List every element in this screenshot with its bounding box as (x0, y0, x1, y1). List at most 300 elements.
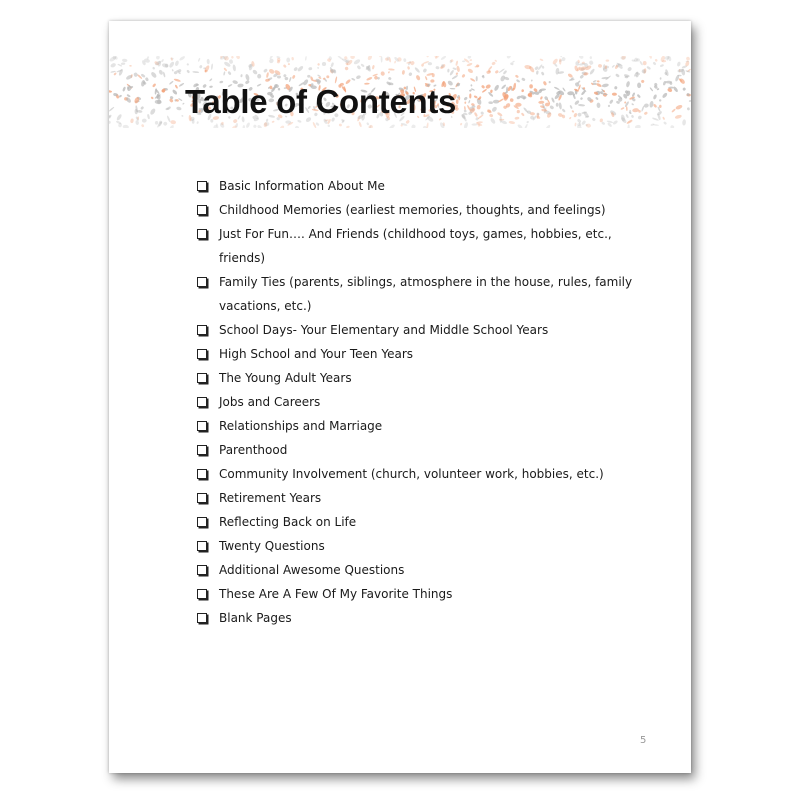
banner-dot (149, 108, 156, 116)
banner-dot (305, 56, 307, 61)
banner-dot (118, 68, 124, 76)
banner-dot (598, 64, 603, 68)
banner-dot (344, 66, 348, 70)
checkbox-icon (197, 373, 207, 383)
banner-dot (150, 96, 154, 99)
banner-dot (606, 59, 610, 61)
banner-dot (498, 98, 504, 103)
page-title: Table of Contents (185, 83, 457, 120)
toc-item (197, 366, 657, 390)
banner-dot (569, 117, 572, 120)
banner-dot (172, 89, 178, 95)
banner-dot (113, 72, 117, 76)
banner-dot (516, 110, 520, 114)
banner-dot (175, 99, 179, 102)
banner-dot (635, 124, 641, 128)
banner-dot (317, 67, 319, 69)
banner-dot (649, 56, 653, 59)
banner-dot (485, 84, 491, 90)
banner-dot (580, 97, 584, 101)
banner-dot (602, 83, 610, 88)
toc-item (197, 270, 657, 318)
banner-dot (163, 72, 166, 78)
banner-dot (469, 89, 472, 92)
banner-dot (366, 76, 373, 81)
checkbox-icon (197, 397, 207, 407)
banner-dot (641, 79, 645, 83)
banner-dot (687, 107, 690, 110)
banner-dot (268, 58, 274, 64)
banner-dot (596, 83, 602, 88)
banner-dot (627, 66, 633, 72)
banner-dot (126, 94, 130, 98)
toc-item-label: School Days- Your Elementary and Middle School Years (219, 323, 549, 337)
banner-dot (388, 68, 395, 71)
banner-dot (653, 103, 658, 108)
banner-dot (578, 56, 584, 60)
banner-dot (403, 58, 406, 62)
banner-dot (469, 59, 472, 61)
banner-dot (573, 112, 578, 117)
banner-dot (257, 74, 261, 79)
banner-dot (612, 120, 618, 126)
banner-dot (451, 74, 458, 79)
banner-dot (123, 125, 130, 128)
checkbox-icon (197, 421, 207, 431)
banner-dot (227, 71, 231, 76)
toc-item (197, 462, 657, 486)
banner-dot (463, 96, 468, 101)
banner-dot (122, 58, 128, 62)
banner-dot (170, 120, 176, 125)
banner-dot (652, 61, 656, 65)
banner-dot (330, 62, 334, 67)
banner-dot (467, 56, 472, 59)
banner-dot (689, 100, 691, 102)
banner-dot (597, 80, 600, 82)
banner-dot (268, 68, 275, 75)
banner-dot (452, 67, 457, 70)
banner-dot (198, 58, 201, 62)
banner-dot (551, 97, 555, 103)
banner-dot (293, 66, 298, 71)
toc-item (197, 486, 657, 510)
banner-dot (569, 105, 573, 109)
banner-dot (223, 71, 225, 75)
banner-dot (494, 59, 497, 62)
banner-dot (526, 121, 529, 124)
banner-dot (510, 62, 514, 66)
banner-dot (611, 64, 615, 68)
banner-dot (538, 101, 544, 104)
toc-item-label: Relationships and Marriage (219, 419, 383, 433)
banner-dot (521, 112, 525, 116)
banner-dot (116, 113, 123, 121)
banner-dot (650, 123, 654, 126)
toc-item-label: High School and Your Teen Years (219, 347, 414, 361)
banner-dot (232, 64, 236, 71)
banner-dot (122, 86, 126, 92)
toc-item-label: Childhood Memories (earliest memories, thoughts, and feelings) (219, 203, 606, 217)
banner-dot (524, 123, 528, 128)
toc-item-label: Blank Pages (219, 611, 292, 625)
banner-dot (455, 60, 458, 66)
banner-dot (641, 105, 645, 112)
banner-dot (326, 75, 329, 78)
banner-dot (207, 59, 210, 65)
banner-dot (152, 83, 157, 88)
banner-dot (379, 56, 381, 57)
banner-dot (381, 56, 383, 63)
banner-dot (559, 58, 562, 64)
banner-dot (356, 75, 362, 80)
banner-dot (682, 119, 686, 126)
banner-dot (562, 87, 566, 92)
banner-dot (394, 61, 396, 64)
banner-dot (577, 112, 582, 117)
banner-dot (671, 108, 676, 113)
banner-dot (682, 87, 686, 91)
banner-dot (263, 68, 268, 73)
banner-dot (407, 66, 410, 70)
banner-dot (477, 114, 484, 119)
banner-dot (110, 62, 117, 68)
banner-dot (627, 124, 630, 128)
banner-dot (662, 92, 669, 99)
banner-dot (171, 69, 174, 72)
banner-dot (366, 122, 369, 126)
banner-dot (109, 106, 115, 112)
banner-dot (548, 81, 550, 83)
banner-dot (435, 66, 439, 70)
banner-dot (360, 63, 364, 67)
banner-dot (135, 120, 139, 125)
toc-item-label: Twenty Questions (219, 539, 325, 553)
banner-dot (516, 79, 521, 83)
banner-dot (169, 98, 174, 103)
banner-dot (545, 124, 552, 128)
banner-dot (372, 65, 375, 70)
toc-item (197, 222, 657, 270)
banner-dot (646, 66, 651, 70)
banner-dot (350, 56, 355, 59)
toc-item (197, 342, 657, 366)
banner-dot (676, 61, 681, 67)
banner-dot (509, 121, 516, 125)
banner-dot (283, 64, 287, 68)
banner-dot (554, 86, 560, 90)
banner-dot (456, 65, 460, 72)
document-page (109, 21, 691, 773)
checkbox-icon (197, 349, 207, 359)
banner-dot (558, 102, 562, 110)
banner-dot (266, 72, 269, 78)
banner-dot (291, 57, 294, 61)
banner-dot (279, 125, 285, 128)
banner-dot (178, 82, 184, 87)
banner-dot (315, 122, 320, 126)
banner-dot (560, 56, 562, 57)
banner-dot (456, 99, 459, 104)
banner-dot (168, 61, 175, 68)
banner-dot (351, 78, 356, 82)
banner-dot (192, 71, 199, 73)
toc-item-label: Jobs and Careers (219, 395, 321, 409)
toc-item-label: The Young Adult Years (219, 371, 352, 385)
banner-dot (510, 98, 514, 102)
banner-dot (506, 56, 512, 59)
banner-dot (571, 110, 574, 113)
banner-dot (240, 74, 242, 77)
banner-dot (620, 107, 624, 110)
banner-dot (673, 86, 679, 93)
banner-dot (223, 67, 227, 71)
banner-dot (674, 114, 682, 119)
banner-dot (501, 84, 507, 90)
banner-dot (514, 116, 519, 119)
banner-dot (495, 70, 500, 74)
checkbox-icon (197, 517, 207, 527)
banner-dot (670, 125, 675, 128)
banner-dot (521, 89, 524, 92)
banner-dot (549, 105, 554, 110)
banner-dot (469, 93, 471, 98)
banner-dot (150, 71, 157, 79)
banner-dot (660, 64, 665, 68)
banner-dot (556, 103, 559, 107)
banner-dot (615, 73, 620, 78)
banner-dot (595, 97, 599, 101)
banner-dot (297, 65, 304, 72)
checkbox-icon (197, 277, 207, 287)
banner-dot (643, 61, 647, 65)
banner-dot (629, 110, 631, 114)
banner-dot (659, 105, 662, 108)
banner-dot (252, 69, 258, 75)
banner-dot (245, 74, 250, 81)
banner-dot (596, 102, 600, 108)
toc-item (197, 174, 657, 198)
banner-dot (229, 59, 234, 64)
banner-dot (174, 60, 179, 66)
banner-dot (686, 56, 691, 61)
banner-dot (353, 58, 361, 65)
toc-item (197, 318, 657, 342)
banner-dot (130, 118, 134, 123)
banner-dot (186, 63, 189, 66)
banner-dot (463, 122, 468, 128)
banner-dot (155, 121, 159, 125)
banner-dot (644, 111, 649, 115)
banner-dot (480, 111, 484, 115)
toc-item-label: Additional Awesome Questions (219, 563, 405, 577)
banner-dot (292, 75, 296, 80)
banner-dot (411, 124, 416, 128)
toc-item-label: Family Ties (parents, siblings, atmosphere in the house, rules, family vacations, etc.) (219, 275, 633, 313)
banner-dot (158, 69, 164, 75)
banner-dot (631, 103, 634, 106)
banner-dot (422, 68, 427, 73)
banner-dot (346, 125, 350, 128)
banner-dot (662, 116, 665, 120)
page-number: 5 (640, 735, 647, 746)
banner-dot (236, 56, 241, 60)
banner-dot (388, 71, 390, 74)
banner-dot (174, 78, 182, 82)
banner-dot (461, 74, 465, 79)
banner-dot (428, 62, 432, 65)
toc-item (197, 414, 657, 438)
banner-dot (516, 95, 521, 100)
banner-dot (422, 125, 427, 128)
toc-item-label: Just For Fun…. And Friends (childhood toys, games, hobbies, etc., friends) (219, 227, 612, 265)
banner-dot (141, 124, 145, 128)
banner-dot (308, 67, 312, 71)
banner-dot (415, 74, 421, 80)
banner-dot (181, 115, 183, 117)
toc-item (197, 198, 657, 222)
banner-dot (145, 77, 149, 82)
banner-dot (476, 105, 481, 110)
toc-item (197, 390, 657, 414)
banner-dot (470, 78, 476, 83)
checkbox-icon (197, 325, 207, 335)
banner-dot (541, 71, 545, 76)
banner-dot (175, 84, 179, 89)
banner-dot (288, 63, 290, 65)
banner-dot (574, 123, 576, 127)
banner-dot (253, 124, 257, 128)
banner-dot (317, 63, 320, 66)
banner-dot (608, 105, 610, 108)
banner-dot (464, 106, 466, 110)
toc-item-label: Retirement Years (219, 491, 322, 505)
checkbox-icon (197, 493, 207, 503)
banner-dot (211, 63, 213, 70)
banner-dot (637, 94, 642, 99)
banner-dot (649, 101, 654, 108)
banner-dot (543, 81, 548, 86)
banner-dot (654, 58, 657, 62)
checkbox-icon (197, 589, 207, 599)
toc-item-label: Reflecting Back on Life (219, 515, 357, 529)
banner-dot (675, 104, 683, 110)
banner-dot (589, 68, 595, 75)
banner-dot (147, 114, 150, 120)
toc-item (197, 606, 657, 630)
banner-dot (462, 60, 466, 62)
banner-dot (109, 121, 111, 124)
banner-dot (468, 100, 470, 104)
banner-dot (356, 65, 361, 70)
banner-dot (161, 63, 168, 69)
banner-dot (466, 62, 472, 66)
banner-dot (612, 92, 617, 95)
banner-dot (474, 95, 478, 99)
banner-dot (464, 101, 466, 104)
banner-dot (129, 65, 132, 67)
toc-item-label: Community Involvement (church, volunteer work, hobbies, etc.) (219, 467, 604, 481)
banner-dot (110, 71, 116, 73)
checkbox-icon (197, 565, 207, 575)
toc-item (197, 438, 657, 462)
banner-dot (257, 124, 263, 128)
banner-dot (358, 121, 362, 127)
banner-dot (176, 106, 182, 111)
banner-dot (637, 115, 642, 120)
table-of-contents-list (197, 174, 657, 630)
toc-item (197, 510, 657, 534)
banner-dot (245, 122, 250, 128)
banner-dot (632, 108, 639, 113)
banner-dot (388, 77, 392, 81)
banner-dot (196, 121, 199, 124)
banner-dot (339, 123, 342, 126)
banner-dot (497, 112, 503, 117)
banner-dot (426, 56, 429, 58)
banner-dot (626, 81, 631, 88)
banner-dot (327, 124, 330, 127)
toc-item (197, 558, 657, 582)
banner-dot (367, 56, 373, 61)
banner-dot (491, 106, 498, 113)
banner-dot (593, 80, 597, 83)
banner-dot (322, 62, 326, 66)
banner-dot (589, 56, 592, 59)
banner-dot (521, 77, 526, 81)
banner-dot (515, 74, 519, 78)
banner-dot (488, 101, 493, 104)
banner-dot (467, 68, 474, 74)
banner-dot (460, 122, 463, 125)
toc-item-label: These Are A Few Of My Favorite Things (219, 587, 453, 601)
banner-dot (578, 104, 585, 107)
banner-dot (482, 89, 488, 93)
checkbox-icon (197, 445, 207, 455)
banner-dot (294, 125, 299, 128)
banner-dot (285, 77, 289, 80)
banner-dot (169, 124, 175, 128)
banner-dot (531, 79, 533, 82)
banner-dot (631, 115, 635, 119)
banner-dot (402, 70, 405, 75)
banner-dot (133, 72, 138, 77)
banner-dot (155, 56, 160, 60)
banner-dot (109, 90, 112, 93)
banner-dot (186, 69, 190, 73)
banner-dot (614, 86, 618, 90)
banner-dot (307, 75, 311, 78)
banner-dot (449, 69, 454, 76)
banner-dot (455, 72, 458, 75)
banner-dot (491, 61, 496, 65)
banner-dot (476, 76, 478, 81)
banner-dot (631, 92, 635, 97)
toc-item-label: Parenthood (219, 443, 288, 457)
banner-dot (653, 94, 658, 100)
banner-dot (199, 65, 203, 69)
banner-dot (488, 66, 493, 71)
banner-dot (539, 58, 543, 61)
banner-dot (380, 71, 385, 76)
banner-dot (286, 57, 290, 62)
banner-dot (426, 122, 429, 128)
banner-dot (481, 85, 486, 90)
toc-item-label: Basic Information About Me (219, 179, 385, 193)
checkbox-icon (197, 229, 207, 239)
banner-dot (536, 70, 539, 75)
banner-dot (606, 120, 613, 123)
